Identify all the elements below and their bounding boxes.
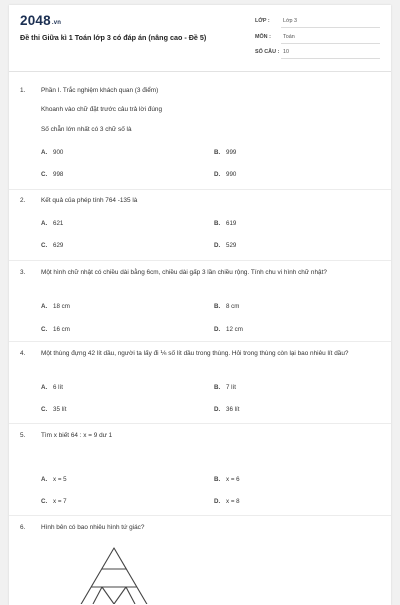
meta-value: Toán <box>283 34 295 40</box>
meta-label: LỚP : <box>255 18 270 24</box>
option-text: 998 <box>53 171 64 178</box>
meta-subject <box>255 31 380 44</box>
question-text: Một hình chữ nhật có chiều dài bằng 6cm, chiều dài gấp 3 lần chiều rộng. Tính chu vi hình chữ nhật? <box>41 269 327 276</box>
option-text: 619 <box>226 220 237 227</box>
option-d[interactable] <box>214 324 243 335</box>
question-number: 5. <box>20 432 26 439</box>
quadrilateral-triangle-figure <box>74 544 154 604</box>
option-c[interactable] <box>41 240 63 251</box>
option-letter: A. <box>41 220 48 227</box>
question-text: Phần I. Trắc nghiệm khách quan (3 điểm) <box>41 87 159 94</box>
meta-underline <box>281 58 380 59</box>
question-number: 3. <box>20 269 26 276</box>
option-text: 629 <box>53 242 64 249</box>
option-text: 7 lít <box>226 384 236 391</box>
option-a[interactable] <box>41 218 63 229</box>
option-d[interactable] <box>214 496 240 507</box>
option-letter: D. <box>214 498 221 505</box>
option-c[interactable] <box>41 496 67 507</box>
option-letter: B. <box>214 303 221 310</box>
option-letter: C. <box>41 171 48 178</box>
question-6 <box>20 522 381 542</box>
option-text: 35 lít <box>53 406 67 413</box>
question-1 <box>20 85 381 185</box>
question-3 <box>20 267 381 342</box>
option-a[interactable] <box>41 474 67 485</box>
option-b[interactable] <box>214 301 239 312</box>
option-letter: C. <box>41 326 48 333</box>
question-text: Kết quả của phép tính 764 -135 là <box>41 197 138 204</box>
inner-line <box>102 587 114 604</box>
option-letter: C. <box>41 406 48 413</box>
option-a[interactable] <box>41 382 63 393</box>
option-text: 12 cm <box>226 326 243 333</box>
question-number: 4. <box>20 350 26 357</box>
option-letter: D. <box>214 242 221 249</box>
option-d[interactable] <box>214 169 236 180</box>
option-letter: A. <box>41 384 48 391</box>
option-letter: C. <box>41 242 48 249</box>
question-number: 2. <box>20 197 26 204</box>
option-c[interactable] <box>41 169 63 180</box>
option-b[interactable] <box>214 218 236 229</box>
logo-suffix: .vn <box>51 20 62 26</box>
option-text: 621 <box>53 220 64 227</box>
question-separator <box>9 515 391 516</box>
question-text: Hình bên có bao nhiêu hình tứ giác? <box>41 524 145 531</box>
meta-class <box>255 15 380 28</box>
exam-sheet <box>9 5 391 605</box>
option-text: 6 lít <box>53 384 63 391</box>
option-text: x = 7 <box>53 498 67 505</box>
question-2 <box>20 195 381 255</box>
option-letter: D. <box>214 406 221 413</box>
option-d[interactable] <box>214 404 239 415</box>
option-text: 36 lít <box>226 406 240 413</box>
meta-question-count <box>255 46 380 59</box>
inner-line <box>114 587 126 604</box>
option-letter: A. <box>41 476 48 483</box>
option-letter: B. <box>214 476 221 483</box>
option-letter: D. <box>214 171 221 178</box>
option-b[interactable] <box>214 382 236 393</box>
meta-value: Lớp 3 <box>283 18 298 24</box>
option-text: 990 <box>226 171 237 178</box>
option-text: 18 cm <box>53 303 70 310</box>
exam-title: Đề thi Giữa kì 1 Toán lớp 3 có đáp án (nâng cao - Đề 5) <box>20 33 207 42</box>
meta-underline <box>281 43 380 44</box>
meta-underline <box>281 27 380 28</box>
meta-label: SỐ CÂU : <box>255 49 280 55</box>
option-a[interactable] <box>41 301 70 312</box>
header-divider <box>9 71 391 72</box>
option-text: 16 cm <box>53 326 70 333</box>
inner-line <box>93 587 102 604</box>
question-text: Số chẵn lớn nhất có 3 chữ số là <box>41 126 132 133</box>
option-text: 900 <box>53 149 64 156</box>
site-logo[interactable] <box>20 13 61 28</box>
option-letter: B. <box>214 220 221 227</box>
meta-label: MÔN : <box>255 34 271 40</box>
question-separator <box>9 341 391 342</box>
question-separator <box>9 260 391 261</box>
question-separator <box>9 423 391 424</box>
option-letter: D. <box>214 326 221 333</box>
option-text: 529 <box>226 242 237 249</box>
option-letter: C. <box>41 498 48 505</box>
option-text: x = 8 <box>226 498 240 505</box>
option-text: x = 6 <box>226 476 240 483</box>
option-b[interactable] <box>214 147 236 158</box>
question-4 <box>20 348 381 423</box>
option-d[interactable] <box>214 240 236 251</box>
logo-main: 2048 <box>20 13 51 28</box>
option-letter: B. <box>214 149 221 156</box>
option-text: 8 cm <box>226 303 240 310</box>
question-text: Tìm x biết 64 : x = 9 dư 1 <box>41 432 113 439</box>
option-letter: A. <box>41 303 48 310</box>
question-text: Một thùng đựng 42 lít dầu, người ta lấy đi ⅙ số lít dầu trong thùng. Hỏi trong thùng còn lại bao nhiêu lít dầu? <box>41 350 349 357</box>
option-text: 999 <box>226 149 237 156</box>
question-5 <box>20 430 381 510</box>
option-text: x = 5 <box>53 476 67 483</box>
outer-triangle <box>80 548 148 604</box>
question-number: 6. <box>20 524 26 531</box>
option-letter: A. <box>41 149 48 156</box>
exam-header <box>9 5 391 65</box>
option-a[interactable] <box>41 147 63 158</box>
meta-value: 10 <box>283 49 289 55</box>
option-c[interactable] <box>41 324 70 335</box>
option-b[interactable] <box>214 474 240 485</box>
option-letter: B. <box>214 384 221 391</box>
option-c[interactable] <box>41 404 66 415</box>
question-text: Khoanh vào chữ đặt trước câu trả lời đúng <box>41 106 163 113</box>
question-separator <box>9 189 391 190</box>
inner-line <box>126 587 135 604</box>
question-number: 1. <box>20 87 26 94</box>
